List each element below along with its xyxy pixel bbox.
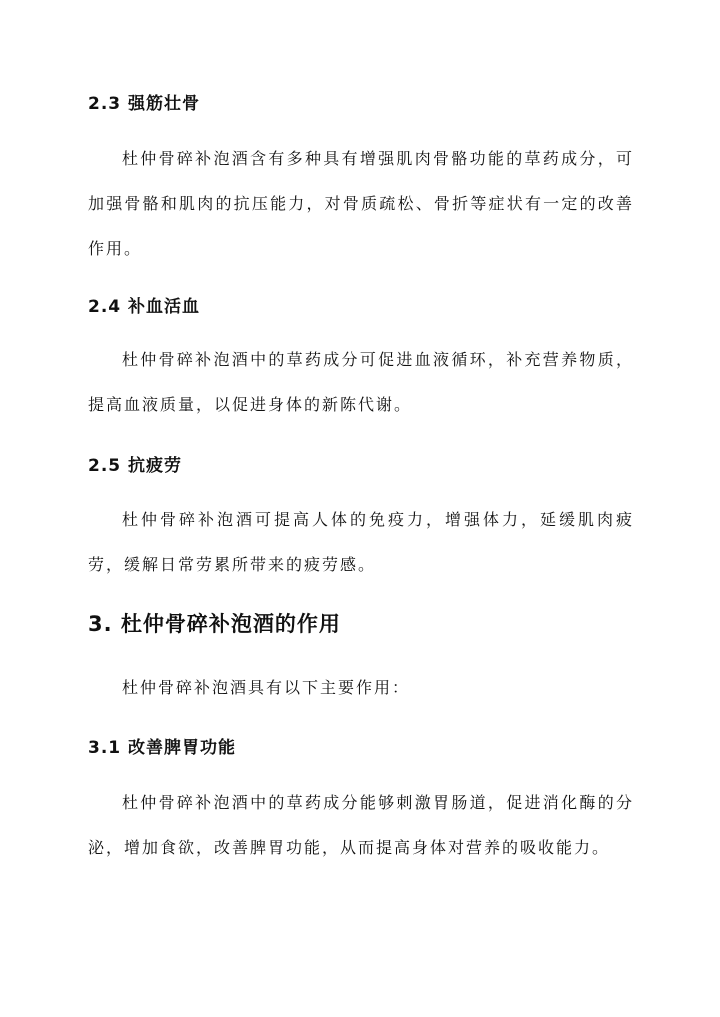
heading-3-1: 3.1 改善脾胃功能	[88, 738, 237, 758]
paragraph-3: 杜仲骨碎补泡酒具有以下主要作用：	[122, 678, 411, 697]
paragraph-2-4: 杜仲骨碎补泡酒中的草药成分可促进血液循环，补充营养物质，提高血液质量，以促进身体的新陈代谢。	[88, 350, 634, 414]
heading-2-3: 2.3 强筋壮骨	[88, 94, 201, 114]
paragraph-3-1: 杜仲骨碎补泡酒中的草药成分能够刺激胃肠道，促进消化酶的分泌，增加食欲，改善脾胃功能，从而提高身体对营养的吸收能力。	[88, 793, 634, 857]
heading-2-4: 2.4 补血活血	[88, 297, 201, 317]
paragraph-2-5: 杜仲骨碎补泡酒可提高人体的免疫力，增强体力，延缓肌肉疲劳，缓解日常劳累所带来的疲劳感。	[88, 510, 634, 574]
heading-3: 3. 杜仲骨碎补泡酒的作用	[88, 612, 341, 636]
paragraph-2-3: 杜仲骨碎补泡酒含有多种具有增强肌肉骨骼功能的草药成分，可加强骨骼和肌肉的抗压能力，对骨质疏松、骨折等症状有一定的改善作用。	[88, 149, 634, 258]
heading-2-5: 2.5 抗疲劳	[88, 456, 183, 476]
